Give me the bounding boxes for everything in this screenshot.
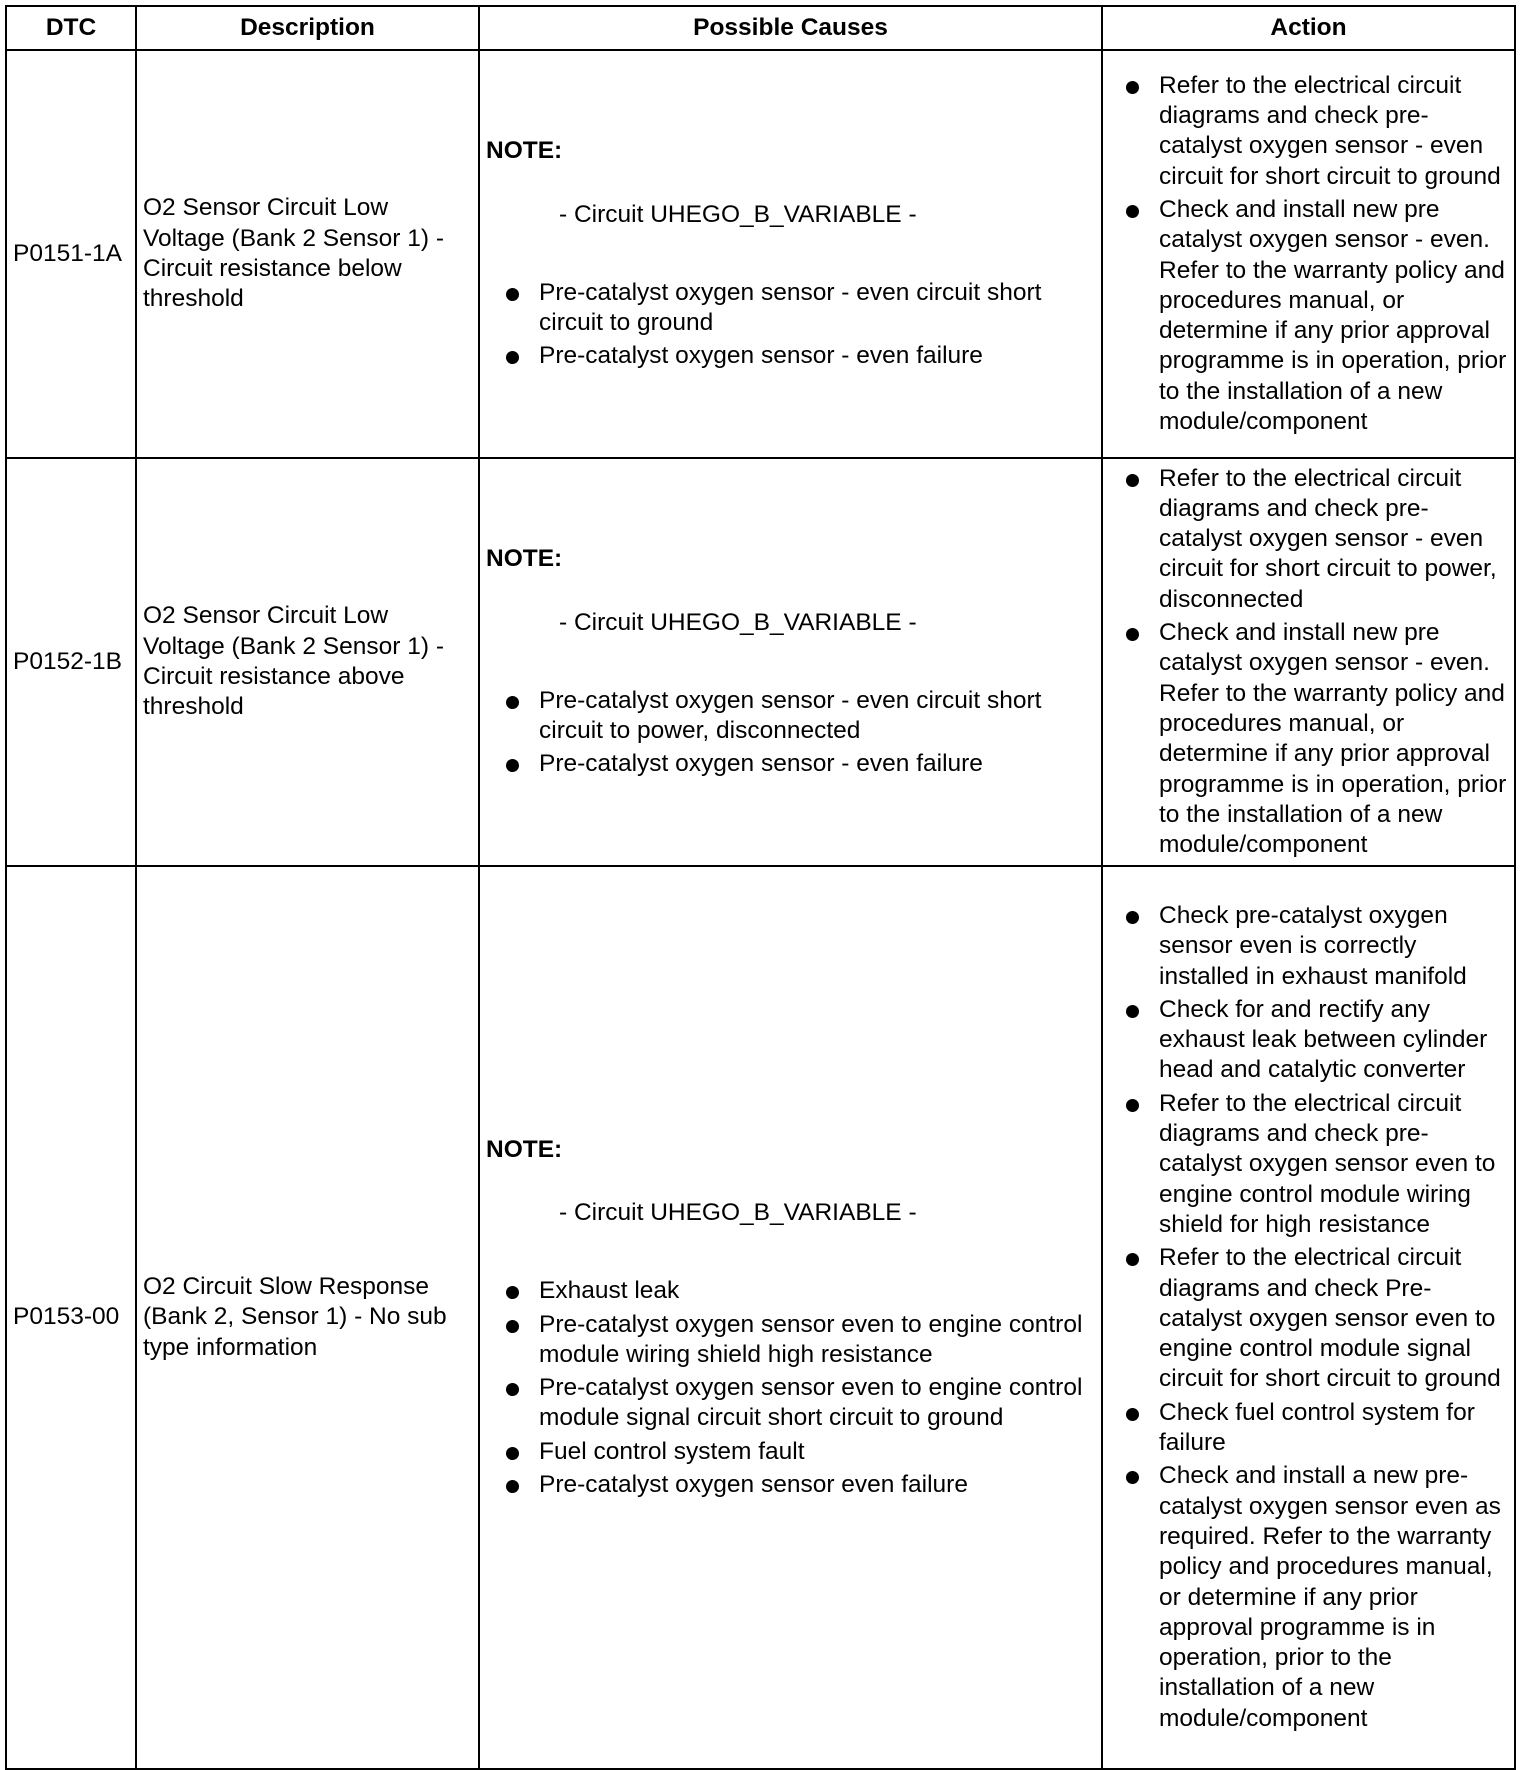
table-body <box>6 50 1515 1769</box>
dtc-description: O2 Circuit Slow Response (Bank 2, Sensor 1) - No sub type information <box>136 866 479 1769</box>
cause-item: Pre-catalyst oxygen sensor - even circuit short circuit to ground <box>505 278 1095 339</box>
dtc-code: P0152-1B <box>6 458 136 866</box>
dtc-table <box>5 5 1516 1770</box>
cause-item: Pre-catalyst oxygen sensor even failure <box>505 1470 1095 1500</box>
dtc-code: P0153-00 <box>6 866 136 1769</box>
action-list <box>1103 901 1508 1734</box>
action-item: Check for and rectify any exhaust leak between cylinder head and catalytic converter <box>1125 995 1508 1086</box>
cause-item: Pre-catalyst oxygen sensor - even circuit short circuit to power, disconnected <box>505 686 1095 747</box>
header-dtc: DTC <box>6 6 136 50</box>
table-row <box>6 50 1515 458</box>
circuit-name: - Circuit UHEGO_B_VARIABLE - <box>559 608 917 636</box>
cause-item: Pre-catalyst oxygen sensor even to engine control module wiring shield high resistance <box>505 1310 1095 1371</box>
possible-causes-cell <box>479 458 1102 866</box>
header-action: Action <box>1102 6 1515 50</box>
action-item: Check and install new pre catalyst oxygen sensor - even. Refer to the warranty policy and procedures manual, or determine if any prior approval programme is in operation, prior to the installation of a new module/component <box>1125 618 1508 860</box>
action-item: Check fuel control system for failure <box>1125 1398 1508 1459</box>
dtc-code: P0151-1A <box>6 50 136 458</box>
action-list <box>1103 464 1508 861</box>
action-item: Check pre-catalyst oxygen sensor even is correctly installed in exhaust manifold <box>1125 901 1508 992</box>
action-item: Check and install new pre catalyst oxygen sensor - even. Refer to the warranty policy and procedures manual, or determine if any prior approval programme is in operation, prior to the installation of a new module/component <box>1125 195 1508 437</box>
action-item: Refer to the electrical circuit diagrams and check Pre-catalyst oxygen sensor even to engine control module signal circuit for short circuit to ground <box>1125 1243 1508 1394</box>
note-label: NOTE: <box>486 545 563 573</box>
action-item: Refer to the electrical circuit diagrams and check pre-catalyst oxygen sensor - even circuit for short circuit to ground <box>1125 71 1508 192</box>
header-row <box>6 6 1515 50</box>
table-row <box>6 458 1515 866</box>
causes-list <box>486 1276 1095 1500</box>
action-item: Refer to the electrical circuit diagrams and check pre-catalyst oxygen sensor even to engine control module wiring shield for high resistance <box>1125 1089 1508 1240</box>
table-row <box>6 866 1515 1769</box>
action-item: Refer to the electrical circuit diagrams and check pre-catalyst oxygen sensor - even circuit for short circuit to power, disconnected <box>1125 464 1508 615</box>
possible-causes-cell <box>479 866 1102 1769</box>
action-cell <box>1102 866 1515 1769</box>
circuit-name: - Circuit UHEGO_B_VARIABLE - <box>559 1198 917 1226</box>
header-possible-causes: Possible Causes <box>479 6 1102 50</box>
possible-causes-cell <box>479 50 1102 458</box>
action-cell <box>1102 50 1515 458</box>
action-cell <box>1102 458 1515 866</box>
note-label: NOTE: <box>486 137 563 165</box>
dtc-description: O2 Sensor Circuit Low Voltage (Bank 2 Sensor 1) - Circuit resistance above threshold <box>136 458 479 866</box>
cause-item: Exhaust leak <box>505 1276 1095 1306</box>
header-description: Description <box>136 6 479 50</box>
causes-list <box>486 686 1095 780</box>
action-item: Check and install a new pre-catalyst oxygen sensor even as required. Refer to the warranty policy and procedures manual, or determine if any prior approval programme is in operation, prior to the installation of a new module/component <box>1125 1461 1508 1734</box>
cause-item: Pre-catalyst oxygen sensor - even failure <box>505 341 1095 371</box>
circuit-name: - Circuit UHEGO_B_VARIABLE - <box>559 200 917 228</box>
note-label: NOTE: <box>486 1135 563 1163</box>
cause-item: Pre-catalyst oxygen sensor - even failure <box>505 749 1095 779</box>
dtc-description: O2 Sensor Circuit Low Voltage (Bank 2 Sensor 1) - Circuit resistance below threshold <box>136 50 479 458</box>
cause-item: Fuel control system fault <box>505 1437 1095 1467</box>
causes-list <box>486 278 1095 372</box>
cause-item: Pre-catalyst oxygen sensor even to engine control module signal circuit short circuit to ground <box>505 1373 1095 1434</box>
action-list <box>1103 71 1508 438</box>
